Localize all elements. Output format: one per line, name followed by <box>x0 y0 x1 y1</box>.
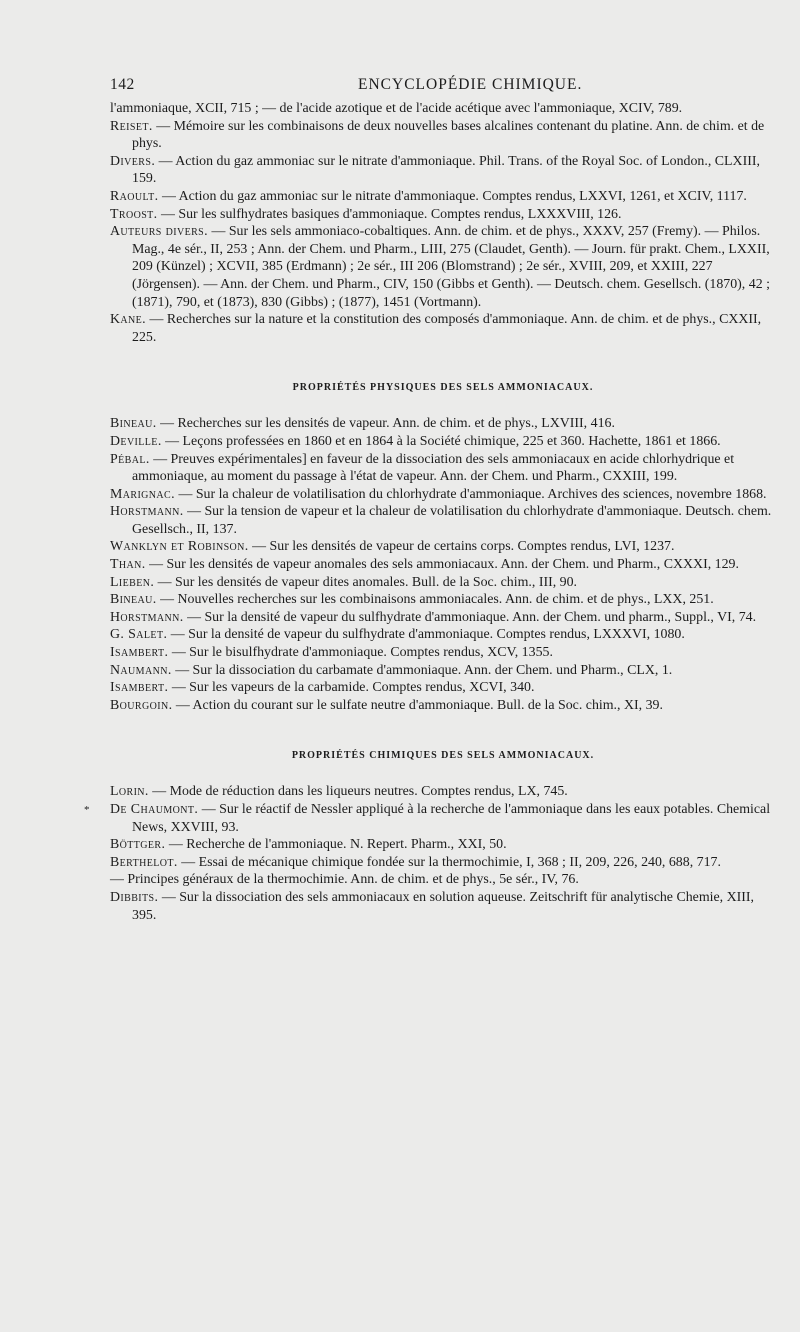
entry-text: — Sur les densités de vapeur dites anomales. Bull. de la Soc. chim., III, 90. <box>154 574 578 590</box>
bibliography-entry <box>110 433 776 451</box>
entry-author: Deville. <box>110 433 162 449</box>
page-number: 142 <box>110 76 135 93</box>
bibliography-entry <box>110 697 776 715</box>
entry-text: — Essai de mécanique chimique fondée sur la thermochimie, I, 368 ; II, 209, 226, 240, 688, 717. <box>177 854 721 870</box>
entry-text: — Nouvelles recherches sur les combinaisons ammoniacales. Ann. de chim. et de phys., LXX, 251. <box>156 592 714 608</box>
entry-author: Berthelot. <box>110 854 178 870</box>
entry-author: Naumann. <box>110 662 172 678</box>
entry-text: — Sur la densité de vapeur du sulfhydrate d'ammoniaque. Comptes rendus, LXXXVI, 1080. <box>167 627 685 643</box>
entry-text: — Leçons professées en 1860 et en 1864 à la Société chimique, 225 et 360. Hachette, 1861 et 1866. <box>161 433 721 449</box>
page-header <box>110 76 776 94</box>
entry-author: Marignac. <box>110 486 175 502</box>
bibliography-entry <box>110 574 776 592</box>
entry-text: — Action du courant sur le sulfate neutre d'ammoniaque. Bull. de la Soc. chim., XI, 39. <box>172 697 663 713</box>
bibliography-entry <box>110 836 776 854</box>
entry-author: Than. <box>110 557 146 573</box>
bibliography-entry <box>110 486 776 504</box>
entry-text: — Action du gaz ammoniac sur le nitrate d'ammoniaque. Phil. Trans. of the Royal Soc. of London., CLXIII, 159. <box>132 153 760 187</box>
entry-author: Isambert. <box>110 680 169 696</box>
entry-author: Isambert. <box>110 645 169 661</box>
bibliography-entry <box>110 538 776 556</box>
entry-text: — Sur les sulfhydrates basiques d'ammoniaque. Comptes rendus, LXXXVIII, 126. <box>157 206 622 222</box>
entry-author: De Chaumont. <box>110 802 199 817</box>
entry-text: — Mémoire sur les combinaisons de deux nouvelles bases alcalines contenant du platine. Ann. de chim. et de phys. <box>132 118 765 152</box>
entry-text: — Sur la tension de vapeur et la chaleur de volatilisation du chlorhydrate d'ammoniaque. Deutsch. chem. Gesellsch., II, 137. <box>132 504 772 537</box>
bibliography-entry <box>110 206 776 224</box>
bibliography-entry <box>110 223 776 311</box>
entry-text: — Sur les densités de vapeur de certains corps. Comptes rendus, LVI, 1237. <box>248 539 675 555</box>
entry-text: l'ammoniaque, XCII, 715 ; — de l'acide azotique et de l'acide acétique avec l'ammoniaque, XCIV, 789. <box>110 101 683 116</box>
bibliography-entry <box>110 100 776 118</box>
running-title: ENCYCLOPÉDIE CHIMIQUE. <box>358 76 583 93</box>
entry-text: — Sur la dissociation des sels ammoniacaux en solution aqueuse. Zeitschrift für analytische Chemie, XIII, 395. <box>132 889 754 923</box>
entry-text: — Sur les densités de vapeur anomales des sels ammoniacaux. Ann. der Chem. und Pharm., CXXXI, 129. <box>145 557 739 573</box>
bibliography-entry <box>110 801 776 836</box>
section-heading-physical: PROPRIÉTÉS PHYSIQUES DES SELS AMMONIACAUX. <box>292 382 594 394</box>
bibliography-entry <box>110 783 776 801</box>
entry-text: — Sur les sels ammoniaco-cobaltiques. Ann. de chim. et de phys., XXXV, 257 (Fremy). — Philos. Mag., 4e sér., II, 253 ; Ann. der Chem. und Pharm., LIII, 275 (Claudet, Genth). — Journ. für prakt. Chem., LXXII, 209 (Künzel) ; XCVII, 385 (Erdmann) ; 2e sér., III 206 (Blomstrand) ; 2e sér., XVIII, 209, et XXIII, 227 (Jörgensen). — Ann. der Chem. und Pharm., CIV, 150 (Gibbs et Genth). — Deutsch. chem. Gesellsch. (1870), 42 ; (1871), 790, et (1873), 830 (Gibbs) ; (1877), 1451 (Vortmann). <box>132 224 770 310</box>
bibliography-entry <box>110 451 776 486</box>
margin-asterisk-mark: * <box>84 804 90 816</box>
bibliography-entry <box>110 311 776 346</box>
bibliography-entry <box>110 118 776 153</box>
bibliography-entry <box>110 626 776 644</box>
entry-text: — Sur les vapeurs de la carbamide. Comptes rendus, XCVI, 340. <box>168 680 535 696</box>
entry-text: — Action du gaz ammoniac sur le nitrate d'ammoniaque. Comptes rendus, LXXVI, 1261, et XCIV, 1117. <box>158 188 747 204</box>
entry-author: Auteurs divers. <box>110 224 208 240</box>
bibliography-entry <box>110 889 776 924</box>
entry-text: — Mode de réduction dans les liqueurs neutres. Comptes rendus, LX, 745. <box>148 784 568 800</box>
entry-author: Divers. <box>110 153 156 169</box>
entry-author: Reiset. <box>110 118 153 134</box>
entry-text: — Sur la chaleur de volatilisation du chlorhydrate d'ammoniaque. Archives des sciences, novembre 1868. <box>174 486 767 502</box>
entry-author: Böttger. <box>110 837 166 853</box>
entry-author: Bineau. <box>110 592 157 608</box>
entry-text: — Recherches sur la nature et la constitution des composés d'ammoniaque. Ann. de chim. et de phys., CXXII, 225. <box>132 312 762 345</box>
entry-author: Bineau. <box>110 416 157 432</box>
bibliography-entry <box>110 415 776 433</box>
bibliography-entry <box>110 662 776 680</box>
bibliography-entry <box>110 556 776 574</box>
bibliography-entry <box>110 503 776 538</box>
entry-text: — Sur la dissociation du carbamate d'ammoniaque. Ann. der Chem. und Pharm., CLX, 1. <box>171 662 673 678</box>
entry-author: Lieben. <box>110 574 155 590</box>
entry-author: Pébal. <box>110 451 150 467</box>
physical-properties-bibliography <box>110 415 776 714</box>
entry-author: Troost. <box>110 206 158 222</box>
entry-author: Bourgoin. <box>110 697 173 713</box>
entry-text: — Recherches sur les densités de vapeur. Ann. de chim. et de phys., LXVIII, 416. <box>156 416 615 432</box>
entry-author: Dibbits. <box>110 889 159 905</box>
bibliography-entry <box>110 153 776 188</box>
bibliography-entry <box>110 609 776 627</box>
entry-text: — Sur le bisulfhydrate d'ammoniaque. Comptes rendus, XCV, 1355. <box>168 645 553 661</box>
entry-author: Kane. <box>110 312 147 328</box>
entry-author: Raoult. <box>110 188 159 204</box>
bibliography-entry <box>110 591 776 609</box>
entry-author: Horstmann. <box>110 504 184 520</box>
entry-author: Lorin. <box>110 784 149 800</box>
entry-text: — Sur le réactif de Nessler appliqué à la recherche de l'ammoniaque dans les eaux potables. Chemical News, XXVIII, 93. <box>132 802 771 835</box>
entry-author: G. Salet. <box>110 627 168 643</box>
entry-text: — Principes généraux de la thermochimie. Ann. de chim. et de phys., 5e sér., IV, 76. <box>110 872 579 888</box>
entry-text: — Recherche de l'ammoniaque. N. Repert. Pharm., XXI, 50. <box>165 837 507 853</box>
entry-text: — Preuves expérimentales] en faveur de la dissociation des sels ammoniacaux en acide chlorhydrique et ammoniaque, au moment du passage à l'état de vapeur. Ann. der Chem. und Pharm., CXXIII, 199. <box>132 451 735 485</box>
bibliography-entry <box>110 679 776 697</box>
bibliography-entry <box>110 871 776 889</box>
bibliography-entry <box>110 188 776 206</box>
entry-author: Horstmann. <box>110 609 184 625</box>
entry-text: — Sur la densité de vapeur du sulfhydrate d'ammoniaque. Ann. der Chem. und pharm., Suppl., VI, 74. <box>183 609 757 625</box>
bibliography-entry <box>110 854 776 872</box>
bibliography-entry <box>110 644 776 662</box>
intro-bibliography <box>110 100 776 346</box>
section-heading-chemical: PROPRIÉTÉS CHIMIQUES DES SELS AMMONIACAUX. <box>291 750 595 762</box>
entry-author: Wanklyn et Robinson. <box>110 539 249 555</box>
chemical-properties-bibliography <box>110 783 776 924</box>
